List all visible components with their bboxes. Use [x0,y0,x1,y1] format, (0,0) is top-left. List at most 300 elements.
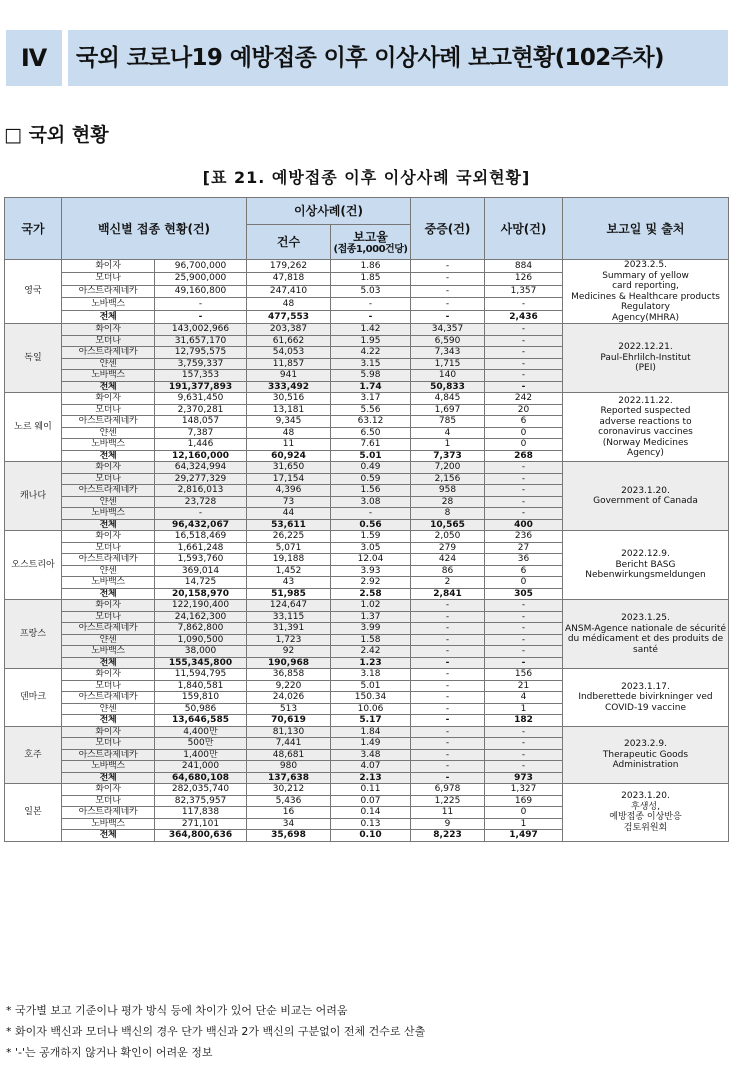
death-cell: 6 [485,565,563,577]
death-cell: - [485,473,563,485]
chapter-number: Ⅳ [20,44,48,72]
source-cell [563,324,729,393]
ae-count-cell: 30,516 [247,393,331,405]
doses-cell: 31,657,170 [155,335,247,347]
doses-cell: 4,400만 [155,726,247,738]
doses-cell: 13,646,585 [155,715,247,727]
col-rate-unit: (접종1,000건당) [333,243,408,255]
death-cell: 0 [485,807,563,819]
section-title: □ 국외 현황 [4,124,109,146]
severe-cell: - [411,738,485,750]
source-cell [563,462,729,531]
ae-count-cell: 247,410 [247,285,331,298]
vaccine-name-cell: 얀센 [62,703,155,715]
rate-cell: 1.49 [331,738,411,750]
rate-cell: 0.07 [331,795,411,807]
source-line: 2023.2.9. [624,739,667,749]
col-death: 사망(건) [485,198,563,260]
source-line: 2023.1.20. [621,485,670,496]
rate-cell: 2.13 [331,772,411,784]
banner-separator [62,30,68,86]
col-rate-label: 보고율 [353,229,388,244]
vaccine-name-cell: 아스트라제네카 [62,416,155,428]
chapter-title: 국외 코로나19 예방접종 이후 이상사례 보고현황(102주차) [76,45,664,71]
rate-cell: - [331,508,411,520]
ae-count-cell: 26,225 [247,531,331,543]
rate-cell: 1.02 [331,600,411,612]
footnote: * 화이자 백신과 모더나 백신의 경우 단가 백신과 2가 백신의 구분없이 전체 건수로 산출 [6,1025,426,1038]
doses-cell: 1,446 [155,439,247,451]
rate-cell: 0.59 [331,473,411,485]
source-line: (PEI) [635,363,656,374]
rate-cell: 10.06 [331,703,411,715]
doses-cell: 96,700,000 [155,260,247,273]
ae-count-cell: 477,553 [247,311,331,324]
country-cell: 프랑스 [5,600,62,669]
vaccine-name-cell: 얀센 [62,634,155,646]
ae-count-cell: 16 [247,807,331,819]
doses-cell: 49,160,800 [155,285,247,298]
source-line: Government of Canada [593,496,698,506]
ae-count-cell: 137,638 [247,772,331,784]
severe-cell: 8,223 [411,830,485,842]
death-cell: - [485,738,563,750]
severe-cell: 6,590 [411,335,485,347]
doses-cell: 9,631,450 [155,393,247,405]
ae-count-cell: 48 [247,427,331,439]
ae-count-cell: 70,619 [247,715,331,727]
vaccine-name-cell: 화이자 [62,324,155,336]
severe-cell: 1 [411,439,485,451]
death-cell: - [485,761,563,773]
vaccine-name-cell: 화이자 [62,669,155,681]
ae-count-cell: 54,053 [247,347,331,359]
rate-cell: 5.01 [331,450,411,462]
source-line: 2023.2.5. [624,260,667,270]
severe-cell: 785 [411,416,485,428]
source-line: 검토위원회 [623,822,668,833]
severe-cell: - [411,703,485,715]
doses-cell: 14,725 [155,577,247,589]
source-line: Summary of yellow [602,270,689,281]
source-line: (Norway Medicines [602,437,689,448]
table-row [5,600,729,612]
ae-count-cell: 5,071 [247,542,331,554]
vaccine-name-cell: 전체 [62,772,155,784]
footnote: * 국가별 보고 기준이나 평가 방식 등에 차이가 있어 단순 비교는 어려움 [6,1004,348,1017]
doses-cell: 38,000 [155,646,247,658]
table-row [5,531,729,543]
rate-cell: 1.23 [331,657,411,669]
vaccine-name-cell: 아스트라제네카 [62,692,155,704]
source-line: 2022.12.21. [618,342,673,353]
source-line: Therapeutic Goods [602,749,689,760]
severe-cell: 140 [411,370,485,382]
table-row [5,669,729,681]
vaccine-name-cell: 얀센 [62,427,155,439]
vaccine-name-cell: 화이자 [62,600,155,612]
severe-cell: 34,357 [411,324,485,336]
doses-cell: 3,759,337 [155,358,247,370]
death-cell: 156 [485,669,563,681]
rate-cell: 150.34 [331,692,411,704]
table-row [5,726,729,738]
rate-cell: 1.58 [331,634,411,646]
table-caption: [표 21. 예방접종 이후 이상사례 국외현황] [202,168,531,187]
death-cell: - [485,508,563,520]
source-line: du médicament et des produits de [567,634,724,644]
death-cell: 1,327 [485,784,563,796]
col-severe: 중증(건) [411,198,485,260]
severe-cell: 11 [411,807,485,819]
death-cell: - [485,298,563,311]
vaccine-name-cell: 아스트라제네카 [62,485,155,497]
vaccine-name-cell: 모더나 [62,542,155,554]
source-line: Regulatory [621,302,670,312]
ae-count-cell: 30,212 [247,784,331,796]
ae-count-cell: 81,130 [247,726,331,738]
source-cell [563,669,729,727]
col-source: 보고일 및 출처 [563,198,729,260]
vaccine-name-cell: 얀센 [62,496,155,508]
death-cell: 884 [485,260,563,273]
vaccine-name-cell: 모더나 [62,335,155,347]
death-cell: - [485,370,563,382]
death-cell: 0 [485,439,563,451]
severe-cell: 10,565 [411,519,485,531]
adverse-events-table [4,197,729,842]
vaccine-name-cell: 노바백스 [62,298,155,311]
death-cell: - [485,324,563,336]
ae-count-cell: 203,387 [247,324,331,336]
ae-count-cell: 31,391 [247,623,331,635]
severe-cell: - [411,260,485,273]
severe-cell: - [411,680,485,692]
death-cell: - [485,726,563,738]
ae-count-cell: 124,647 [247,600,331,612]
death-cell: - [485,657,563,669]
source-line: Paul-Ehrlilch-Institut [600,352,691,363]
severe-cell: - [411,772,485,784]
rate-cell: 5.03 [331,285,411,298]
vaccine-name-cell: 전체 [62,657,155,669]
severe-cell: - [411,669,485,681]
severe-cell: 2 [411,577,485,589]
severe-cell: - [411,311,485,324]
doses-cell: 20,158,970 [155,588,247,600]
ae-count-cell: 43 [247,577,331,589]
vaccine-name-cell: 화이자 [62,462,155,474]
rate-cell: 3.08 [331,496,411,508]
death-cell: - [485,623,563,635]
doses-cell: - [155,298,247,311]
severe-cell: 7,343 [411,347,485,359]
death-cell: - [485,347,563,359]
severe-cell: - [411,272,485,285]
country-cell: 영국 [5,260,62,324]
doses-cell: 24,162,300 [155,611,247,623]
doses-cell: 122,190,400 [155,600,247,612]
vaccine-name-cell: 전체 [62,588,155,600]
rate-cell: 7.61 [331,439,411,451]
vaccine-name-cell: 얀센 [62,565,155,577]
rate-cell: 3.17 [331,393,411,405]
source-line: 후생성, [631,801,660,812]
ae-count-cell: 48 [247,298,331,311]
vaccine-name-cell: 노바백스 [62,646,155,658]
table-body [5,260,729,842]
death-cell: - [485,634,563,646]
doses-cell: 1,090,500 [155,634,247,646]
severe-cell: 50,833 [411,381,485,393]
death-cell: - [485,381,563,393]
severe-cell: 2,050 [411,531,485,543]
source-line: coronavirus vaccines [598,427,693,437]
vaccine-name-cell: 모더나 [62,404,155,416]
rate-cell: 0.56 [331,519,411,531]
death-cell: 268 [485,450,563,462]
doses-cell: 7,862,800 [155,623,247,635]
rate-cell: 1.85 [331,272,411,285]
severe-cell: 7,373 [411,450,485,462]
ae-count-cell: 24,026 [247,692,331,704]
col-country: 국가 [5,198,62,260]
country-cell: 일본 [5,784,62,842]
severe-cell: 9 [411,818,485,830]
doses-cell: 64,324,994 [155,462,247,474]
severe-cell: - [411,634,485,646]
doses-cell: 1,840,581 [155,680,247,692]
death-cell: 27 [485,542,563,554]
rate-cell: 3.99 [331,623,411,635]
rate-cell: 3.15 [331,358,411,370]
country-cell: 호주 [5,726,62,784]
col-vaccine: 백신별 접종 현황(건) [62,198,247,260]
severe-cell: 28 [411,496,485,508]
severe-cell: 279 [411,542,485,554]
vaccine-name-cell: 아스트라제네카 [62,623,155,635]
source-cell [563,600,729,669]
ae-count-cell: 190,968 [247,657,331,669]
col-count: 건수 [247,225,331,260]
doses-cell: 29,277,329 [155,473,247,485]
source-line: Bericht BASG [615,559,676,570]
severe-cell: - [411,285,485,298]
doses-cell: 82,375,957 [155,795,247,807]
country-cell: 캐나다 [5,462,62,531]
vaccine-name-cell: 화이자 [62,393,155,405]
rate-cell: - [331,298,411,311]
rate-cell: 1.84 [331,726,411,738]
rate-cell: 2.42 [331,646,411,658]
death-cell: - [485,611,563,623]
chapter-banner [6,30,728,86]
vaccine-name-cell: 화이자 [62,784,155,796]
rate-cell: 12.04 [331,554,411,566]
ae-count-cell: 1,452 [247,565,331,577]
rate-cell: 5.98 [331,370,411,382]
ae-count-cell: 9,220 [247,680,331,692]
ae-count-cell: 92 [247,646,331,658]
doses-cell: 364,800,636 [155,830,247,842]
vaccine-name-cell: 노바백스 [62,370,155,382]
ae-count-cell: 1,723 [247,634,331,646]
vaccine-name-cell: 화이자 [62,726,155,738]
ae-count-cell: 333,492 [247,381,331,393]
doses-cell: 12,160,000 [155,450,247,462]
doses-cell: 12,795,575 [155,347,247,359]
vaccine-name-cell: 전체 [62,311,155,324]
doses-cell: 7,387 [155,427,247,439]
table-row [5,324,729,336]
death-cell: - [485,485,563,497]
source-line: Indberettede bivirkninger ved [578,692,713,702]
severe-cell: - [411,600,485,612]
death-cell: 0 [485,577,563,589]
ae-count-cell: 73 [247,496,331,508]
death-cell: 1,497 [485,830,563,842]
severe-cell: 1,715 [411,358,485,370]
doses-cell: 2,370,281 [155,404,247,416]
rate-cell: 1.42 [331,324,411,336]
doses-cell: 23,728 [155,496,247,508]
death-cell: 236 [485,531,563,543]
ae-count-cell: 48,681 [247,749,331,761]
doses-cell: 1,661,248 [155,542,247,554]
ae-count-cell: 17,154 [247,473,331,485]
death-cell: - [485,646,563,658]
vaccine-name-cell: 아스트라제네카 [62,554,155,566]
rate-cell: 5.56 [331,404,411,416]
vaccine-name-cell: 모더나 [62,272,155,285]
source-line: 2023.1.17. [621,681,670,692]
death-cell: 305 [485,588,563,600]
ae-count-cell: 31,650 [247,462,331,474]
death-cell: 6 [485,416,563,428]
source-line: COVID-19 vaccine [605,702,686,713]
death-cell: 169 [485,795,563,807]
severe-cell: - [411,726,485,738]
doses-cell: 96,432,067 [155,519,247,531]
severe-cell: 1,225 [411,795,485,807]
vaccine-name-cell: 아스트라제네카 [62,807,155,819]
source-line: card reporting, [612,281,679,291]
vaccine-name-cell: 아스트라제네카 [62,347,155,359]
death-cell: - [485,496,563,508]
source-line: 2022.11.22. [618,395,673,406]
doses-cell: 50,986 [155,703,247,715]
death-cell: 1 [485,818,563,830]
source-line: Agency(MHRA) [612,312,679,323]
vaccine-name-cell: 노바백스 [62,818,155,830]
doses-cell: 159,810 [155,692,247,704]
rate-cell: 1.86 [331,260,411,273]
severe-cell: - [411,692,485,704]
vaccine-name-cell: 노바백스 [62,577,155,589]
doses-cell: 1,593,760 [155,554,247,566]
severe-cell: 4,845 [411,393,485,405]
ae-count-cell: 11,857 [247,358,331,370]
severe-cell: - [411,749,485,761]
doses-cell: 16,518,469 [155,531,247,543]
source-line: ANSM-Agence nationale de sécurité [565,623,727,634]
death-cell: - [485,600,563,612]
severe-cell: 2,841 [411,588,485,600]
doses-cell: 11,594,795 [155,669,247,681]
rate-cell: 6.50 [331,427,411,439]
rate-cell: 5.17 [331,715,411,727]
rate-cell: 1.59 [331,531,411,543]
death-cell: 20 [485,404,563,416]
country-cell: 오스트리아 [5,531,62,600]
severe-cell: 8 [411,508,485,520]
rate-cell: 1.74 [331,381,411,393]
doses-cell: 2,816,013 [155,485,247,497]
vaccine-name-cell: 전체 [62,715,155,727]
source-line: adverse reactions to [599,416,692,427]
ae-count-cell: 7,441 [247,738,331,750]
doses-cell: - [155,508,247,520]
death-cell: 36 [485,554,563,566]
death-cell: 1,357 [485,285,563,298]
vaccine-name-cell: 노바백스 [62,439,155,451]
country-cell: 노르 웨이 [5,393,62,462]
rate-cell: 5.01 [331,680,411,692]
severe-cell: 4 [411,427,485,439]
doses-cell: 271,101 [155,818,247,830]
death-cell: 973 [485,772,563,784]
ae-count-cell: 35,698 [247,830,331,842]
doses-cell: 369,014 [155,565,247,577]
death-cell: 182 [485,715,563,727]
vaccine-name-cell: 모더나 [62,795,155,807]
severe-cell: - [411,623,485,635]
source-line: santé [633,644,658,655]
col-rate [331,225,411,260]
doses-cell: 155,345,800 [155,657,247,669]
death-cell: 126 [485,272,563,285]
vaccine-name-cell: 노바백스 [62,761,155,773]
severe-cell: - [411,611,485,623]
source-line: 2023.1.20. [621,791,670,802]
severe-cell: 424 [411,554,485,566]
vaccine-name-cell: 화이자 [62,531,155,543]
rate-cell: 3.05 [331,542,411,554]
doses-cell: 157,353 [155,370,247,382]
rate-cell: 3.18 [331,669,411,681]
vaccine-name-cell: 전체 [62,830,155,842]
source-cell [563,393,729,462]
ae-count-cell: 51,985 [247,588,331,600]
ae-count-cell: 44 [247,508,331,520]
table-row [5,784,729,796]
source-line: Agency) [627,448,664,458]
vaccine-name-cell: 화이자 [62,260,155,273]
ae-count-cell: 5,436 [247,795,331,807]
source-line: 예방접종 이상반응 [609,812,682,823]
table-row [5,260,729,273]
death-cell: - [485,335,563,347]
doses-cell: 117,838 [155,807,247,819]
ae-count-cell: 980 [247,761,331,773]
severe-cell: - [411,761,485,773]
death-cell: - [485,358,563,370]
doses-cell: - [155,311,247,324]
doses-cell: 143,002,966 [155,324,247,336]
vaccine-name-cell: 얀센 [62,358,155,370]
death-cell: 21 [485,680,563,692]
vaccine-name-cell: 전체 [62,519,155,531]
